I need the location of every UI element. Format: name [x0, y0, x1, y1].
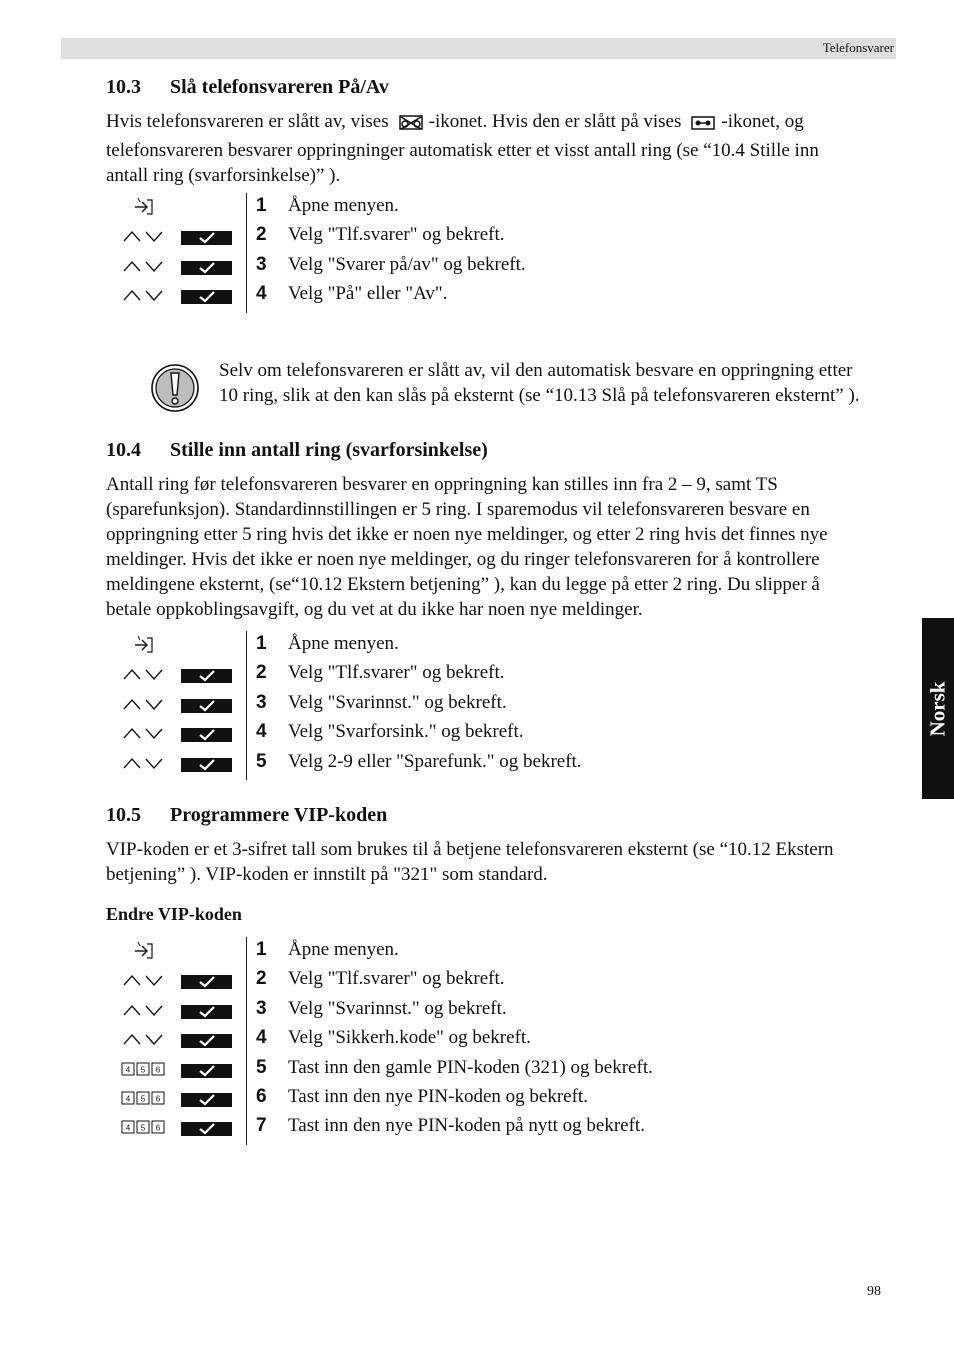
step-number: 4 [256, 721, 267, 743]
step-number: 1 [256, 633, 267, 654]
svg-text:5: 5 [140, 1065, 146, 1075]
section-intro: Hvis telefonsvareren er slått av, vises -ikonet. Hvis den er slått på vises -ikonet, og telefonsvareren besvarer oppringninger automatisk etter et visst antall ring (se “10.4 Stille inn antall ring (svarforsinkelse)” ). [106, 111, 819, 186]
step-text: Velg 2-9 eller "Sparefunk." og bekreft. [288, 750, 582, 772]
step-number: 1 [256, 195, 267, 216]
step-text: Velg "Svarforsink." og bekreft. [288, 721, 524, 743]
step-number: 5 [256, 750, 267, 772]
step-text: Åpne menyen. [288, 633, 399, 654]
note-text: Selv om telefonsvareren er slått av, vil den automatisk besvare en oppringning etter 10 ring, slik at den kan slås på eksternt (se “10.13 Slå på telefonsvareren eksternt” ). [219, 360, 860, 406]
step-number: 3 [256, 691, 267, 713]
ok-confirm-key-icon [181, 1034, 232, 1048]
section-heading: 10.5 Programmere VIP-koden [106, 804, 388, 826]
up-down-navigation-icon [122, 725, 166, 741]
ok-confirm-key-icon [181, 669, 232, 683]
step-number: 5 [256, 1056, 267, 1078]
step-text: Tast inn den nye PIN-koden og bekreft. [288, 1085, 588, 1107]
step-text: Velg "Tlf.svarer" og bekreft. [288, 662, 505, 684]
keypad-digits-icon [121, 1062, 167, 1076]
language-tab: Norsk [922, 618, 954, 799]
section-body: Antall ring før telefonsvareren besvarer en oppringning kan stilles inn fra 2 – 9, samt TS (sparefunksjon). Standardinnstillingen er 5 ring. I sparemodus vil telefonsvareren besvare en oppringning etter 5 ring hvis det ikke er noen nye meldinger, og etter 2 ring hvis det finnes nye meldinger. Hvis det ikke er noen nye meldinger, og du ringer telefonsvareren for å kontrollere meldingene eksternt, (se“10.12 Ekstern betjening” ), kan du legge på etter 2 ring. Du slipper å betale oppkoblingsavgift, og du vet at du ikke har noen nye meldinger. [106, 474, 828, 620]
up-down-navigation-icon [122, 666, 166, 682]
section-body: VIP-koden er et 3-sifret tall som brukes til å betjene telefonsvareren eksternt (se “10.12 Ekstern betjening” ). VIP-koden er innstilt på "321" som standard. [106, 839, 834, 885]
step-number: 4 [256, 1027, 267, 1049]
svg-text:4: 4 [125, 1065, 131, 1075]
ok-confirm-key-icon [181, 699, 232, 713]
page-number: 98 [867, 1284, 881, 1299]
step-text: Åpne menyen. [288, 939, 399, 960]
ok-confirm-key-icon [181, 1122, 232, 1136]
up-down-navigation-icon [122, 287, 166, 303]
up-down-navigation-icon [122, 755, 166, 771]
menu-key-icon [133, 635, 155, 653]
section-heading: 10.4 Stille inn antall ring (svarforsinkelse) [106, 439, 488, 461]
header-title: Telefonsvarer [822, 40, 894, 55]
step-number: 3 [256, 253, 267, 275]
answering-machine-off-icon [399, 113, 423, 138]
section-10-3 [106, 74, 901, 188]
step-text: Velg "Tlf.svarer" og bekreft. [288, 968, 505, 990]
keypad-digits-icon [121, 1091, 167, 1105]
svg-text:5: 5 [140, 1094, 146, 1104]
running-header [61, 38, 896, 59]
step-text: Velg "Svarer på/av" og bekreft. [288, 253, 526, 275]
step-text: Velg "På" eller "Av". [288, 283, 448, 305]
step-text: Åpne menyen. [288, 195, 399, 216]
svg-text:6: 6 [155, 1123, 161, 1133]
ok-confirm-key-icon [181, 975, 232, 989]
step-number: 2 [256, 662, 267, 684]
step-text: Velg "Tlf.svarer" og bekreft. [288, 224, 505, 246]
up-down-navigation-icon [122, 972, 166, 988]
menu-key-icon [133, 197, 155, 215]
ok-confirm-key-icon [181, 1064, 232, 1078]
up-down-navigation-icon [122, 228, 166, 244]
ok-confirm-key-icon [181, 290, 232, 304]
step-number: 2 [256, 224, 267, 246]
up-down-navigation-icon [122, 258, 166, 274]
step-divider [246, 631, 247, 780]
ok-confirm-key-icon [181, 1093, 232, 1107]
step-number: 1 [256, 939, 267, 960]
ok-confirm-key-icon [181, 261, 232, 275]
menu-key-icon [133, 941, 155, 959]
subheading: Endre VIP-koden [106, 904, 242, 924]
section-10-5 [106, 802, 901, 926]
section-10-4 [106, 437, 901, 622]
step-number: 4 [256, 283, 267, 305]
step-text: Velg "Svarinnst." og bekreft. [288, 691, 507, 713]
step-divider [246, 193, 247, 313]
step-text: Velg "Sikkerh.kode" og bekreft. [288, 1027, 531, 1049]
step-text: Tast inn den gamle PIN-koden (321) og bekreft. [288, 1056, 653, 1078]
svg-text:6: 6 [155, 1065, 161, 1075]
step-divider [246, 937, 247, 1145]
up-down-navigation-icon [122, 1002, 166, 1018]
ok-confirm-key-icon [181, 231, 232, 245]
step-number: 7 [256, 1115, 267, 1137]
keypad-digits-icon [121, 1120, 167, 1134]
ok-confirm-key-icon [181, 728, 232, 742]
answering-machine-on-icon [691, 113, 715, 138]
up-down-navigation-icon [122, 696, 166, 712]
section-heading: 10.3 Slå telefonsvareren På/Av [106, 76, 389, 98]
svg-text:4: 4 [125, 1123, 131, 1133]
svg-text:5: 5 [140, 1123, 146, 1133]
ok-confirm-key-icon [181, 758, 232, 772]
up-down-navigation-icon [122, 1031, 166, 1047]
step-text: Velg "Svarinnst." og bekreft. [288, 997, 507, 1019]
ok-confirm-key-icon [181, 1005, 232, 1019]
svg-text:4: 4 [125, 1094, 131, 1104]
svg-text:6: 6 [155, 1094, 161, 1104]
step-number: 3 [256, 997, 267, 1019]
step-number: 2 [256, 968, 267, 990]
warning-exclamation-icon [150, 363, 200, 413]
step-number: 6 [256, 1085, 267, 1107]
step-text: Tast inn den nye PIN-koden på nytt og bekreft. [288, 1115, 645, 1137]
